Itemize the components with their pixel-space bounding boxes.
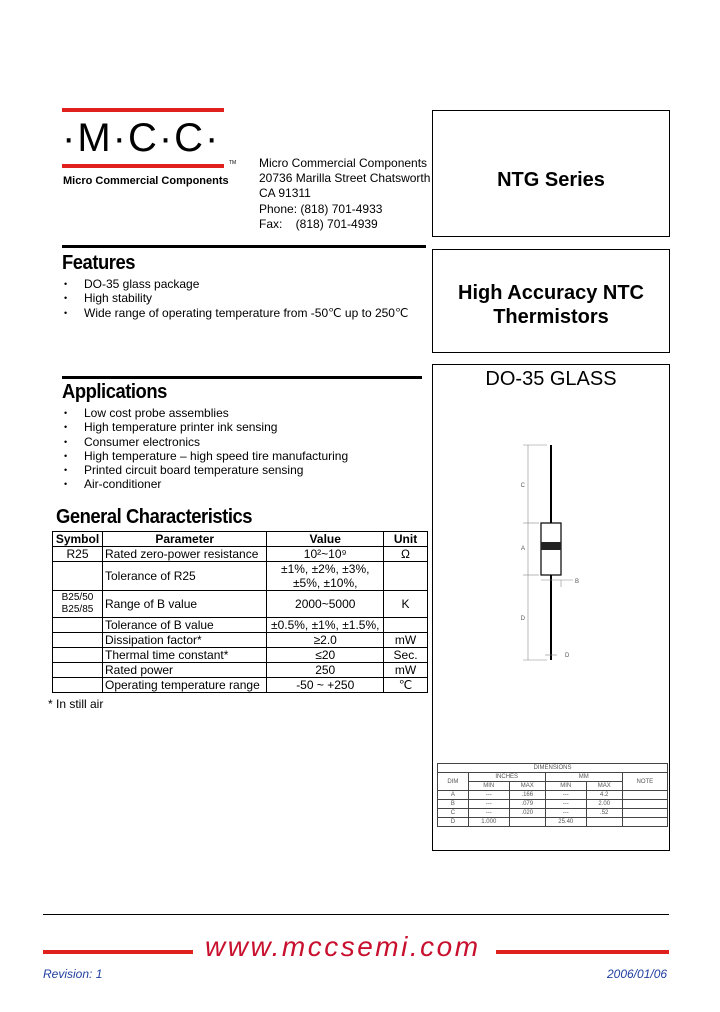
- col-header-unit: Unit: [384, 532, 428, 547]
- revision-date: 2006/01/06: [607, 967, 668, 981]
- dim-cell: [622, 809, 667, 818]
- characteristics-table: [52, 531, 428, 693]
- product-title: [433, 281, 669, 329]
- dim-cell: ---: [545, 800, 586, 809]
- symbol-cell: [53, 678, 103, 693]
- dim-cell: ---: [468, 809, 509, 818]
- dim-cell: .079: [509, 800, 545, 809]
- symbol-cell: R25: [53, 547, 103, 562]
- dim-cell: C: [438, 809, 469, 818]
- list-item: • High stability: [62, 291, 408, 305]
- value-cell: ±1%, ±2%, ±3%, ±5%, ±10%,: [267, 562, 384, 591]
- parameter-cell: Tolerance of R25: [102, 562, 266, 591]
- website-link[interactable]: www.mccsemi.com: [205, 931, 481, 962]
- parameter-cell: Dissipation factor*: [102, 633, 266, 648]
- dim-cell: ---: [468, 800, 509, 809]
- applications-list: [62, 406, 348, 492]
- unit-cell: ℃: [384, 678, 428, 693]
- col-header-parameter: Parameter: [102, 532, 266, 547]
- unit-cell: mW: [384, 633, 428, 648]
- dim-label-d: D: [520, 616, 525, 622]
- company-logo: ·M·C·C·: [62, 116, 221, 160]
- value-cell: 2000~5000: [267, 591, 384, 618]
- package-drawing: [433, 435, 669, 695]
- table-row: [53, 633, 428, 648]
- company-name: Micro Commercial Components: [63, 175, 229, 187]
- dim-cell: [622, 818, 667, 827]
- features-list: [62, 277, 408, 320]
- logo-top-bar: [62, 108, 224, 112]
- trademark-mark: TM: [229, 160, 237, 166]
- list-item: • Air-conditioner: [62, 477, 348, 491]
- dim-cell: ---: [545, 809, 586, 818]
- footer-red-bar-left: [43, 950, 193, 954]
- series-title: NTG Series: [497, 169, 605, 191]
- table-footnote: * In still air: [48, 697, 104, 711]
- features-heading: Features: [62, 252, 136, 274]
- phone-line: Phone: (818) 701-4933: [259, 201, 383, 216]
- table-row: [53, 663, 428, 678]
- dim-col-header: MIN: [545, 782, 586, 791]
- col-header-symbol: Symbol: [53, 532, 103, 547]
- logo-bottom-bar: [62, 164, 224, 168]
- unit-cell: mW: [384, 663, 428, 678]
- dim-row: [438, 818, 668, 827]
- parameter-cell: Rated power: [102, 663, 266, 678]
- parameter-cell: Thermal time constant*: [102, 648, 266, 663]
- product-title-line: High Accuracy NTC: [458, 282, 644, 304]
- footer-red-bar-right: [496, 950, 669, 954]
- dim-cell: [622, 791, 667, 800]
- value-cell: ≤20: [267, 648, 384, 663]
- applications-rule: [62, 376, 422, 379]
- cathode-band: [541, 542, 561, 550]
- dim-cell: ---: [545, 791, 586, 800]
- revision-label: Revision: 1: [43, 967, 103, 981]
- dim-cell: 4.2: [586, 791, 622, 800]
- company-address: [259, 156, 430, 232]
- dim-cell: ---: [468, 791, 509, 800]
- dim-cell: .166: [509, 791, 545, 800]
- dim-col-header: DIM: [438, 773, 469, 791]
- parameter-cell: Operating temperature range: [102, 678, 266, 693]
- list-item: • Low cost probe assemblies: [62, 406, 348, 420]
- dim-cell: .52: [586, 809, 622, 818]
- dim-cell: [622, 800, 667, 809]
- dim-cell: B: [438, 800, 469, 809]
- address-line: Micro Commercial Components: [259, 156, 428, 170]
- dim-col-header: MIN: [468, 782, 509, 791]
- unit-cell: Ω: [384, 547, 428, 562]
- list-item: • Wide range of operating temperature from -50℃ up to 250℃: [62, 306, 408, 320]
- dim-col-header: MAX: [586, 782, 622, 791]
- unit-cell: K: [384, 591, 428, 618]
- dim-col-header: MAX: [509, 782, 545, 791]
- parameter-cell: Tolerance of B value: [102, 618, 266, 633]
- table-row: [53, 562, 428, 591]
- unit-cell: Sec.: [384, 648, 428, 663]
- footer-rule: [43, 914, 669, 915]
- dim-cell: .020: [509, 809, 545, 818]
- dim-label-c: C: [520, 483, 525, 489]
- dim-group-inches: INCHES: [468, 773, 545, 782]
- dim-group-mm: MM: [545, 773, 622, 782]
- symbol-cell: [53, 562, 103, 591]
- package-title: DO-35 GLASS: [485, 368, 617, 390]
- dim-label-a: A: [520, 546, 525, 552]
- list-item: • High temperature – high speed tire manufacturing: [62, 449, 348, 463]
- table-row: [53, 678, 428, 693]
- list-item: • Consumer electronics: [62, 435, 348, 449]
- series-box: [432, 110, 670, 237]
- dim-col-header: NOTE: [622, 773, 667, 791]
- dim-label-b: B: [575, 579, 580, 585]
- symbol-cell: [53, 648, 103, 663]
- dim-cell: 2.00: [586, 800, 622, 809]
- product-title-line: Thermistors: [493, 306, 609, 328]
- features-rule: [62, 245, 426, 248]
- dim-row: [438, 791, 668, 800]
- dim-cell: 1.000: [468, 818, 509, 827]
- unit-cell: [384, 562, 428, 591]
- fax-line: Fax: (818) 701-4939: [259, 216, 378, 231]
- dim-cell: [509, 818, 545, 827]
- table-row: [53, 648, 428, 663]
- dim-cell: A: [438, 791, 469, 800]
- value-cell: -50 ~ +250: [267, 678, 384, 693]
- parameter-cell: Range of B value: [102, 591, 266, 618]
- dim-row: [438, 809, 668, 818]
- col-header-value: Value: [267, 532, 384, 547]
- list-item: • Printed circuit board temperature sensing: [62, 463, 348, 477]
- table-row: [53, 547, 428, 562]
- symbol-cell: [53, 633, 103, 648]
- address-line: 20736 Marilla Street Chatsworth: [259, 171, 431, 186]
- dim-row: [438, 800, 668, 809]
- symbol-cell: [53, 663, 103, 678]
- address-line: CA 91311: [259, 186, 311, 201]
- general-heading: General Characteristics: [56, 506, 253, 528]
- list-item: • High temperature printer ink sensing: [62, 420, 348, 434]
- dim-label-d2: D: [565, 653, 570, 659]
- list-item: • DO-35 glass package: [62, 277, 408, 291]
- value-cell: ≥2.0: [267, 633, 384, 648]
- table-row: [53, 591, 428, 618]
- dim-cell: D: [438, 818, 469, 827]
- dim-cell: [586, 818, 622, 827]
- unit-cell: [384, 618, 428, 633]
- value-cell: 10²~10⁹: [267, 547, 384, 562]
- applications-heading: Applications: [62, 381, 167, 403]
- value-cell: ±0.5%, ±1%, ±1.5%,: [267, 618, 384, 633]
- table-row: [53, 618, 428, 633]
- symbol-cell: B25/50 B25/85: [53, 591, 103, 618]
- value-cell: 250: [267, 663, 384, 678]
- parameter-cell: Rated zero-power resistance: [102, 547, 266, 562]
- product-title-box: [432, 249, 670, 353]
- symbol-cell: [53, 618, 103, 633]
- dim-table-title: DIMENSIONS: [438, 764, 668, 773]
- dim-cell: 25.40: [545, 818, 586, 827]
- dimension-table: [437, 763, 668, 827]
